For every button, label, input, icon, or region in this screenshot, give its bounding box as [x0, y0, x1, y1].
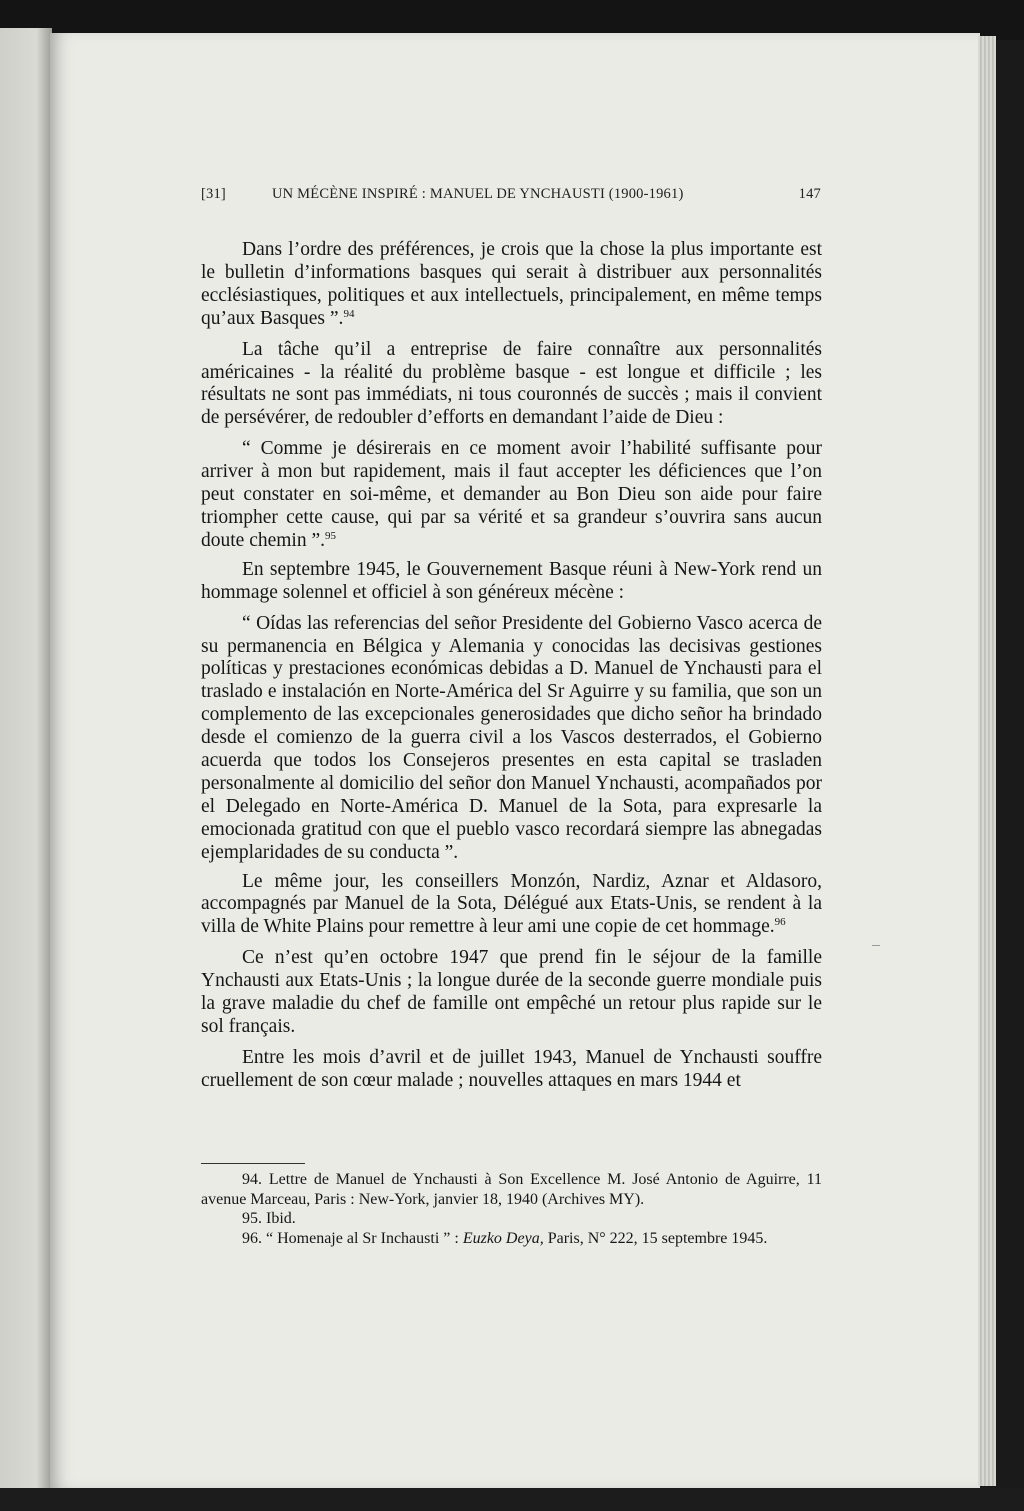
footnote-94: 94. Lettre de Manuel de Ynchausti à Son Excellence M. José Antonio de Aguirre, 11 avenue Marceau, Paris : New-York, janvier 18, 1940 (Archives MY). [201, 1171, 822, 1208]
paragraph: La tâche qu’il a entreprise de faire connaître aux personnalités américaines - la réalité du problème basque - est longue et difficile ; les résultats ne sont pas immédiats, ni tous couronnés de succès ; mais il convient de persévérer, de redoubler d’efforts en demandant l’aide de Dieu : [201, 338, 822, 429]
folio-number: [31] [201, 186, 226, 202]
journal-title: Euzko Deya, [462, 1229, 544, 1247]
quotation-paragraph: “ Oídas las referencias del señor Presidente del Gobierno Vasco acerca de su permanencia en Bélgica y Alemania y conocidas las decisivas gestiones políticas y prestaciones económicas debidas a D. Manuel de Ynchausti para el traslado e instalación en Norte-América del Sr Aguirre y su familia, que son un complemento de las excepcionales generosidades que dicho señor ha brindado desde el comienzo de la guerra civil a los Vascos desterrados, el Gobierno acuerda que todos los Consejeros presentes en esta capital se trasladen personalmente al domicilio del señor don Manuel Ynchausti, acompañados por el Delegado en Norte-América D. Manuel de la Sota, para expresarle la emocionada gratitud con que el pueblo vasco recordará siempre las abnegadas ejemplaridades de su conducta ”. [201, 612, 822, 863]
facing-page-edge [0, 28, 52, 1511]
paragraph: Le même jour, les conseillers Monzón, Nardiz, Aznar et Aldasoro, accompagnés par Manuel de la Sota, Délégué aux Etats-Unis, se rendent à la villa de White Plains pour remettre à leur ami une copie de cet hommage.$^{96}$ [201, 870, 822, 938]
scanner-background-bottom [0, 1488, 1024, 1511]
footnote-separator [201, 1163, 305, 1164]
footnote-ref[interactable]: 96 [774, 916, 786, 929]
margin-mark [872, 945, 880, 946]
footnote-ref[interactable]: 95 [325, 529, 336, 542]
footnote-96: 96. “ Homenaje al Sr Inchausti ” : Euzko Deya, Paris, N° 222, 15 septembre 1945. [242, 1229, 768, 1247]
page-number: 147 [798, 186, 821, 202]
paragraph: Entre les mois d’avril et de juillet 1943, Manuel de Ynchausti souffre cruellement de son cœur malade ; nouvelles attaques en mars 1944 et [201, 1046, 822, 1091]
paragraph: Dans l’ordre des préférences, je crois que la chose la plus importante est le bulletin d’informations basques qui serait à distribuer aux personnalités ecclésiastiques, politiques et aux intellectuels, principalement, en même temps qu’aux Basques ”.$^{94}$ [201, 239, 822, 329]
main-text [201, 239, 822, 1101]
running-title: UN MÉCÈNE INSPIRÉ : MANUEL DE YNCHAUSTI (1900-1961) [272, 186, 684, 202]
footnote-95: 95. Ibid. [242, 1210, 296, 1227]
page-stack-edges [978, 36, 996, 1486]
footnote-ref[interactable]: 94 [343, 307, 355, 320]
quotation-paragraph: “ Comme je désirerais en ce moment avoir l’habilité suffisante pour arriver à mon but rapidement, mais il faut accepter les déficiences que l’on peut constater en soi-même, et demander au Bon Dieu son aide pour faire triompher cette cause, qui par sa vérité et sa grandeur s’ouvrira sans aucun doute chemin ”.$^{95}$ [201, 438, 822, 551]
paragraph: En septembre 1945, le Gouvernement Basque réuni à New-York rend un hommage solennel et officiel à son généreux mécène : [201, 558, 822, 603]
footnotes [201, 1170, 822, 1248]
paragraph: Ce n’est qu’en octobre 1947 que prend fin le séjour de la famille Ynchausti aux Etats-Unis ; la longue durée de la seconde guerre mondiale puis la grave maladie du chef de famille ont empêché un retour plus rapide sur le sol français. [201, 947, 822, 1037]
running-header [201, 186, 821, 210]
